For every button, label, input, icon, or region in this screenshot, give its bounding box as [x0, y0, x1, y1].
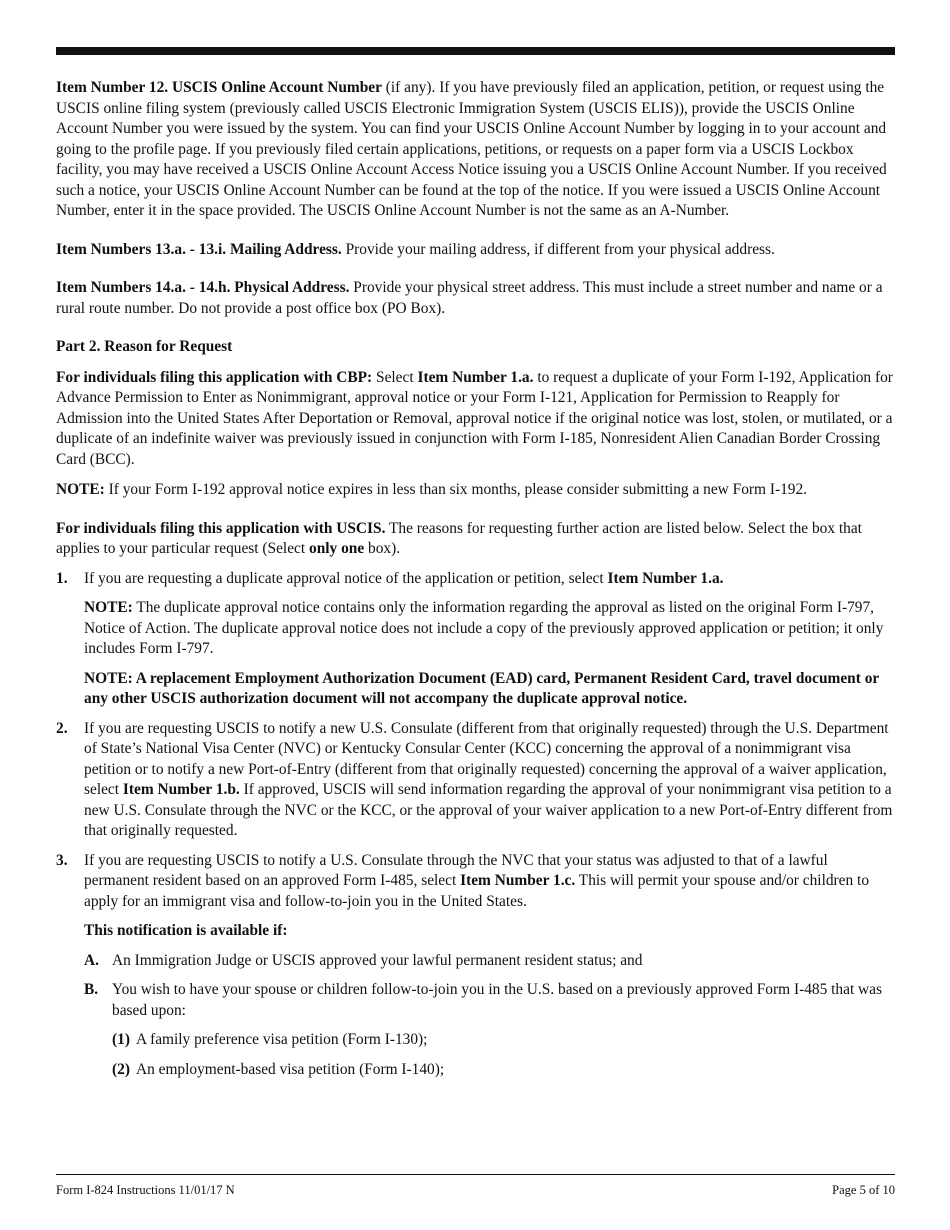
- cbp-note: [56, 480, 895, 501]
- condition-b: [84, 980, 895, 1021]
- list-item-3-text-1: If you are requesting USCIS to notify a U.S. Consulate through the NVC that your status was adjusted to that of a lawful permanent resident based on an approved Form I-485, select: [84, 851, 828, 889]
- footer-form-info: Form I-824 Instructions 11/01/17 N: [56, 1183, 235, 1197]
- footer-rule: [56, 1174, 895, 1175]
- page-body: [56, 78, 895, 1089]
- note-2: [84, 669, 895, 710]
- list-item-1-item-ref: Item Number 1.a.: [607, 569, 724, 587]
- cbp-note-text: If your Form I-192 approval notice expires in less than six months, please consider submitting a new Form I-192.: [104, 481, 808, 498]
- page-footer: [56, 1183, 895, 1198]
- list-item-1: [56, 569, 895, 590]
- cbp-paragraph: [56, 368, 895, 471]
- availability-heading: [84, 921, 895, 942]
- note-1-text: The duplicate approval notice contains only the information regarding the approval as listed on the original Form I-797, Notice of Action. The duplicate approval notice does not include a copy of the previously approved application or petition; it only includes Form I-797.: [84, 599, 884, 657]
- uscis-text-2: box).: [364, 540, 401, 557]
- list-item-2-number: 2.: [56, 719, 68, 737]
- list-item-2-item-ref: Item Number 1.b.: [122, 781, 240, 798]
- condition-b-label: B.: [84, 981, 99, 998]
- item-12-heading: Item Number 12. USCIS Online Account Number: [56, 79, 382, 96]
- sub-1-text: A family preference visa petition (Form I-130);: [135, 1031, 428, 1048]
- cbp-note-label: NOTE:: [56, 481, 105, 498]
- item-14-heading: Item Numbers 14.a. - 14.h. Physical Address.: [56, 279, 350, 296]
- part-2-heading-text: Part 2. Reason for Request: [56, 338, 233, 355]
- condition-b-sub-1: [112, 1030, 895, 1051]
- note-1: [84, 598, 895, 660]
- cbp-text-1: Select: [372, 368, 418, 386]
- condition-a-label: A.: [84, 951, 99, 969]
- item-12-heading-suffix: (if any).: [381, 79, 436, 96]
- condition-a-text: An Immigration Judge or USCIS approved your lawful permanent resident status; and: [112, 951, 643, 969]
- availability-heading-text: This notification is available if:: [84, 922, 288, 939]
- list-item-3-text: [84, 851, 895, 913]
- condition-b-sub-2: [112, 1060, 895, 1081]
- uscis-heading: For individuals filing this application with USCIS.: [56, 519, 386, 537]
- sub-1-label: (1): [112, 1031, 130, 1048]
- list-item-2-text-2: If approved, USCIS will send information regarding the approval of your nonimmigrant visa petition to a new U.S. Consulate through the NVC or the KCC, or the approval of your waiver application to a new Port-of-Entry different from that originally requested.: [84, 781, 893, 839]
- top-rule: [56, 47, 895, 55]
- list-item-2: [56, 719, 895, 842]
- item-14-text: Provide your physical street address. This must include a street number and name or a rural route number. Do not provide a post office box (PO Box).: [56, 279, 883, 317]
- list-item-3-text-2: This will permit your spouse and/or children to apply for an immigrant visa and follow-to-join you in the United States.: [84, 872, 870, 910]
- condition-b-text: You wish to have your spouse or children follow-to-join you in the U.S. based on a previously approved Form I-485 that was based upon:: [112, 981, 882, 1019]
- item-12-paragraph: [56, 78, 895, 222]
- sub-2-text: An employment-based visa petition (Form I-140);: [135, 1060, 445, 1078]
- cbp-item-ref: Item Number 1.a.: [417, 368, 534, 386]
- item-13-heading: Item Numbers 13.a. - 13.i. Mailing Address.: [56, 240, 342, 258]
- list-item-2-text-1: If you are requesting USCIS to notify a new U.S. Consulate (different from that originally requested) through the U.S. Department of State’s National Visa Center (NVC) or Kentucky Consular Center (KCC) concerning the approval of a nonimmigrant visa petition or to notify a new Port-of-Entry (different from that originally requested) concerning the approval of a waiver application, select: [84, 719, 889, 798]
- item-12-text: If you have previously filed an application, petition, or request using the USCIS online filing system (previously called USCIS Electronic Immigration System (USCIS ELIS)), provide the USCIS Online Account Number you were issued by the system. You can find your USCIS Online Account Number by logging in to your account and going to the profile page. If you previously filed certain applications, petitions, or requests on a paper form via a USCIS Lockbox facility, you may have received a USCIS Online Account Access Notice issuing you a USCIS Online Account Number. If you received such a notice, your USCIS Online Account Number can be found at the top of the notice. If you were issued a USCIS Online Account Number, enter it in the space provided. The USCIS Online Account Number is not the same as an A-Number.: [56, 79, 887, 219]
- item-13-text: Provide your mailing address, if different from your physical address.: [341, 240, 775, 258]
- condition-a: [84, 951, 895, 972]
- list-item-1-text-1: If you are requesting a duplicate approval notice of the application or petition, select: [84, 569, 608, 587]
- list-item-1-number: 1.: [56, 569, 68, 587]
- uscis-only-one: only one: [309, 540, 365, 557]
- list-item-1-text: [84, 569, 895, 590]
- list-item-2-text: [84, 719, 895, 842]
- note-2-text: NOTE: A replacement Employment Authorization Document (EAD) card, Permanent Resident Card, travel document or any other USCIS authorization document will not accompany the duplicate approval notice.: [84, 669, 879, 707]
- uscis-text-1: The reasons for requesting further action are listed below. Select the box that applies to your particular request (Select: [56, 519, 862, 557]
- list-item-3: [56, 851, 895, 913]
- item-14-paragraph: [56, 278, 895, 319]
- list-item-3-item-ref: Item Number 1.c.: [460, 872, 576, 889]
- part-2-heading: [56, 337, 895, 358]
- uscis-paragraph: [56, 519, 895, 560]
- list-item-3-number: 3.: [56, 851, 68, 869]
- cbp-heading: For individuals filing this application with CBP:: [56, 368, 373, 386]
- cbp-text-2: to request a duplicate of your Form I-192, Application for Advance Permission to Enter as Nonimmigrant, approval notice or your Form I-121, Application for Permission to Reapply for Admission into the United States After Deportation or Removal, approval notice if the original notice was lost, stolen, or mutilated, or a duplicate of an indefinite waiver was previously issued in conjunction with Form I-185, Nonresident Alien Canadian Border Crossing Card (BCC).: [56, 368, 893, 468]
- note-1-label: NOTE:: [84, 599, 133, 616]
- sub-2-label: (2): [112, 1060, 130, 1078]
- item-13-paragraph: [56, 240, 895, 261]
- footer-page-number: Page 5 of 10: [832, 1183, 895, 1197]
